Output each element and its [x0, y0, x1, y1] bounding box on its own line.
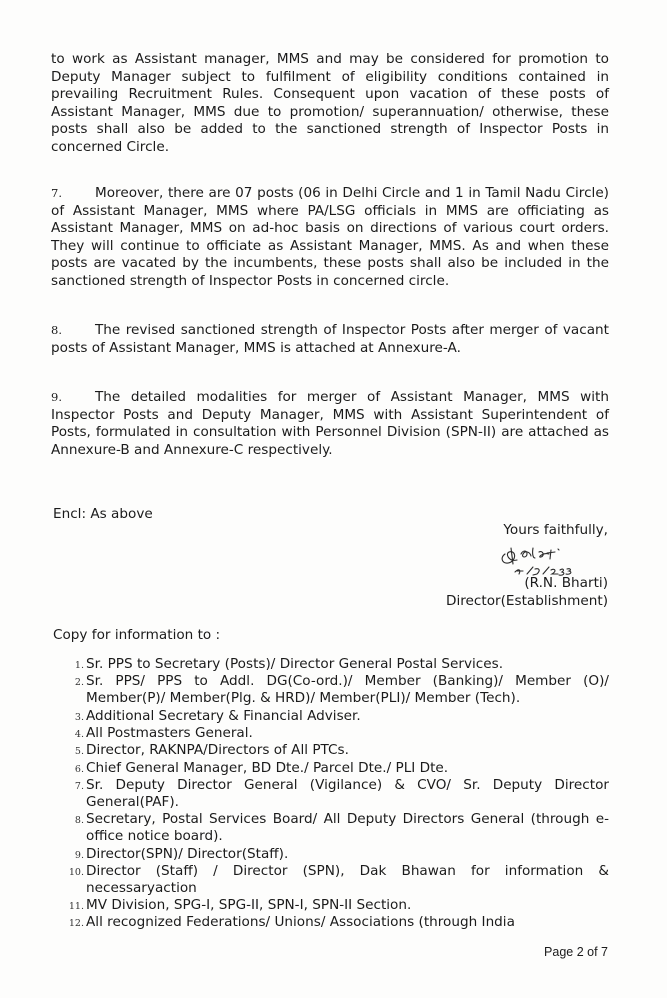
- list-item: [68, 725, 609, 742]
- list-item-number: 8.: [74, 815, 84, 827]
- list-item-number: 3.: [74, 711, 84, 723]
- list-item: [68, 673, 609, 707]
- list-item: [68, 656, 609, 673]
- paragraph-continuation-text: to work as Assistant manager, MMS and may be considered for promotion to Deputy Manager subject to fulfilment of eligibility conditions contained in prevailing Recruitment Rules. Consequent upon vacation of these posts of Assistant Manager, MMS due to promotion/ superannuation/ otherwise, these posts shall also be added to the sanctioned strength of Inspector Posts in concerned Circle.: [51, 51, 609, 155]
- list-item-text: Director(SPN)/ Director(Staff).: [86, 845, 289, 862]
- paragraph-text: Moreover, there are 07 posts (06 in Delhi Circle and 1 in Tamil Nadu Circle) of Assistant Manager, MMS where PA/LSG officials in MMS are officiating as Assistant Manager, MMS on ad-hoc basis on directions of various court orders. They will continue to officiate as Assistant Manager, MMS. As and when these posts are vacated by the incumbents, these posts shall also be included in the sanctioned strength of Inspector Posts in concerned circle.: [51, 185, 609, 289]
- signatory-designation: Director(Establishment): [446, 593, 608, 609]
- list-item: [68, 897, 609, 914]
- list-item-number: 5.: [74, 746, 84, 758]
- paragraph-number: 7.: [51, 186, 62, 200]
- list-item-text: Sr. Deputy Director General (Vigilance) & CVO/ Sr. Deputy Director General(PAF).: [86, 777, 609, 810]
- list-item-text: Director, RAKNPA/Directors of All PTCs.: [86, 742, 349, 759]
- copy-to-list: [68, 656, 609, 932]
- list-item-number: 2.: [74, 677, 84, 689]
- copy-to-heading: Copy for information to :: [53, 627, 221, 643]
- signatory-name: (R.N. Bharti): [524, 575, 608, 591]
- enclosure-note: Encl: As above: [53, 506, 153, 522]
- list-item: [68, 846, 609, 863]
- closing-salutation: Yours faithfully,: [503, 522, 608, 538]
- list-item-text: Additional Secretary & Financial Adviser.: [86, 707, 361, 724]
- list-item-number: 11.: [68, 901, 84, 913]
- list-item-text: Secretary, Postal Services Board/ All Deputy Directors General (through e-office notice board).: [86, 811, 609, 845]
- list-item: [68, 708, 609, 725]
- list-item-text: All recognized Federations/ Unions/ Associations (through India: [86, 914, 515, 931]
- paragraph-9: [51, 389, 609, 459]
- list-item-text: Chief General Manager, BD Dte./ Parcel Dte./ PLI Dte.: [86, 759, 449, 776]
- list-item-number: 12.: [68, 918, 84, 930]
- paragraph-number: 8.: [51, 323, 62, 337]
- list-item: [68, 914, 609, 931]
- list-item: [68, 777, 609, 811]
- list-item-text: Sr. PPS to Secretary (Posts)/ Director General Postal Services.: [86, 656, 504, 672]
- list-item-text: Director (Staff) / Director (SPN), Dak Bhawan for information & necessaryaction: [86, 862, 609, 896]
- list-item: [68, 863, 609, 897]
- paragraph-number: 9.: [51, 390, 62, 404]
- paragraph-text: The revised sanctioned strength of Inspector Posts after merger of vacant posts of Assistant Manager, MMS is attached at Annexure-A.: [51, 322, 609, 356]
- list-item-text: Sr. PPS/ PPS to Addl. DG(Co-ord.)/ Member (Banking)/ Member (O)/ Member(P)/ Member(Plg. & HRD)/ Member(PLI)/ Member (Tech).: [86, 673, 609, 707]
- list-item: [68, 742, 609, 759]
- list-item-number: 9.: [74, 849, 84, 861]
- paragraph-continuation: [51, 51, 609, 156]
- page-number: Page 2 of 7: [544, 945, 608, 959]
- list-item-number: 1.: [74, 660, 84, 671]
- list-item-text: All Postmasters General.: [86, 724, 253, 741]
- list-item: [68, 811, 609, 845]
- handwritten-signature: [497, 540, 592, 578]
- paragraph-text: The detailed modalities for merger of Assistant Manager, MMS with Inspector Posts and Deputy Manager, MMS with Assistant Superintendent of Posts, formulated in consultation with Personnel Division (SPN-II) are attached as Annexure-B and Annexure-C respectively.: [51, 389, 609, 458]
- list-item-number: 10.: [68, 866, 84, 878]
- list-item-number: 7.: [74, 781, 84, 793]
- list-item-number: 6.: [74, 763, 84, 775]
- list-item-number: 4.: [74, 728, 84, 740]
- paragraph-8: [51, 322, 609, 357]
- paragraph-7: [51, 185, 609, 290]
- list-item-text: MV Division, SPG-I, SPG-II, SPN-I, SPN-II Section.: [86, 897, 412, 914]
- list-item: [68, 760, 609, 777]
